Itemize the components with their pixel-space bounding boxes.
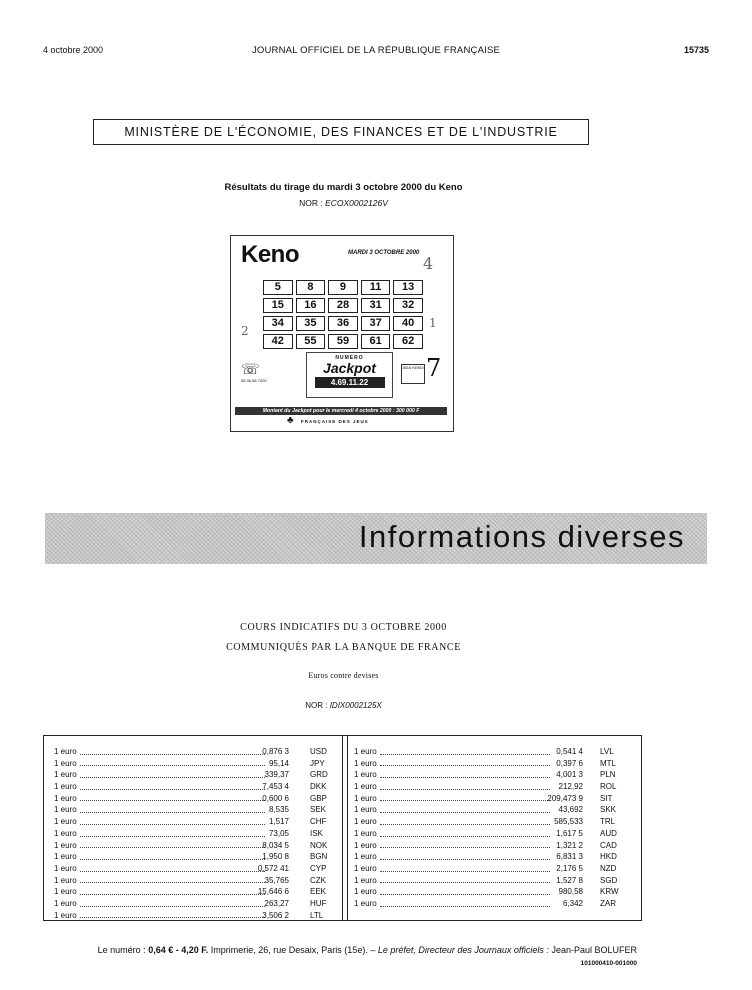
keno-grid-row: [263, 334, 423, 349]
rate-base: 1 euro: [54, 747, 77, 756]
rate-leader: [80, 917, 265, 918]
rate-base: 1 euro: [54, 840, 77, 850]
rate-row: [54, 863, 338, 875]
rate-currency: BGN: [310, 852, 328, 862]
jackpot-number: 4.69.11.22: [315, 377, 385, 388]
rate-row: [54, 793, 338, 805]
section-title: Informations diverses: [358, 519, 685, 554]
jackpot-label-top: NUMERO: [335, 355, 364, 361]
rate-leader: [80, 765, 265, 766]
rate-row: [354, 769, 629, 781]
rate-value: 0,572 41: [257, 863, 289, 873]
rate-value: 1,527 8: [556, 875, 583, 885]
rate-currency: DKK: [310, 782, 327, 792]
rate-base: 1 euro: [54, 758, 77, 768]
clover-icon: ♣: [287, 415, 294, 426]
rate-leader: [80, 836, 265, 837]
footer: Le numéro : 0,64 € - 4,20 F. Imprimerie, 26, rue Desaix, Paris (15e). – Le préfet, Directeur des Journaux officiels : Jean-Paul BOLUFER: [97, 945, 637, 955]
rate-currency: LTL: [310, 910, 324, 920]
rates-column-right: [354, 746, 629, 910]
rate-row: [354, 863, 629, 875]
rate-leader: [380, 789, 550, 790]
rate-base: 1 euro: [354, 875, 377, 885]
footer-director-name: Jean-Paul BOLUFER: [551, 945, 637, 955]
rate-base: 1 euro: [354, 852, 377, 862]
rate-value: 263,27: [264, 898, 289, 908]
rate-base: 1 euro: [54, 875, 77, 885]
keno-number-cell: 5: [263, 280, 293, 295]
rate-base: 1 euro: [54, 817, 77, 827]
rate-currency: AUD: [600, 828, 617, 838]
rate-value: 339,37: [264, 770, 289, 780]
rate-leader: [380, 754, 550, 755]
rate-currency: TRL: [600, 817, 616, 827]
rate-row: [354, 793, 629, 805]
rate-leader: [380, 847, 550, 848]
rate-value: 0,397 6: [556, 758, 583, 768]
phone-block: [241, 360, 267, 383]
keno-nor: [0, 198, 687, 208]
rate-base: 1 euro: [54, 805, 77, 815]
keno-number-cell: 42: [263, 334, 293, 349]
rate-value: 2,176 5: [556, 863, 583, 873]
rate-value: 209,473 9: [547, 793, 583, 803]
rate-row: [354, 804, 629, 816]
rate-row: [54, 840, 338, 852]
rate-value: 3,506 2: [262, 910, 289, 920]
rate-value: 8,034 5: [262, 840, 289, 850]
rate-value: 0,541 4: [556, 747, 583, 756]
rate-row: [54, 875, 338, 887]
rate-base: 1 euro: [354, 817, 377, 827]
rate-currency: JPY: [310, 758, 325, 768]
rate-value: 6,831 3: [556, 852, 583, 862]
rate-base: 1 euro: [54, 828, 77, 838]
rate-row: [54, 816, 338, 828]
rate-row: [354, 828, 629, 840]
rate-leader: [380, 765, 550, 766]
footer-label: Le numéro :: [97, 945, 146, 955]
keno-number-cell: 35: [296, 316, 326, 331]
telephone-icon: ☏: [241, 361, 260, 378]
keno-number-cell: 37: [361, 316, 391, 331]
journal-title: JOURNAL OFFICIEL DE LA RÉPUBLIQUE FRANÇAISE: [251, 45, 501, 56]
keno-number-cell: 31: [361, 298, 391, 313]
rate-base: 1 euro: [354, 758, 377, 768]
rate-value: 1,950 8: [262, 852, 289, 862]
rate-leader: [380, 824, 550, 825]
rate-currency: MTL: [600, 758, 616, 768]
keno-number-cell: 32: [393, 298, 423, 313]
rate-row: [54, 781, 338, 793]
rate-currency: PLN: [600, 770, 616, 780]
keno-number-cell: 55: [296, 334, 326, 349]
cours-nor-code: IDIX0002125X: [329, 701, 382, 710]
rate-base: 1 euro: [54, 898, 77, 908]
rate-currency: CYP: [310, 863, 327, 873]
rate-base: 1 euro: [54, 782, 77, 792]
rate-leader: [80, 859, 265, 860]
keno-grid-row: [263, 298, 423, 313]
rate-currency: EEK: [310, 887, 327, 897]
rate-value: 8,535: [268, 805, 289, 815]
cours-subheading: Euros contre devises: [308, 671, 379, 680]
rate-row: [54, 851, 338, 863]
jackpot-label: Jackpot: [323, 360, 376, 376]
rate-leader: [80, 906, 265, 907]
rate-currency: NOK: [310, 840, 328, 850]
rate-row: [54, 769, 338, 781]
keno-number-cell: 36: [328, 316, 358, 331]
section-band: [45, 513, 707, 564]
rate-row: [354, 840, 629, 852]
rate-leader: [380, 882, 550, 883]
rate-base: 1 euro: [354, 887, 377, 897]
rate-currency: SIT: [600, 793, 613, 803]
rate-leader: [380, 800, 550, 801]
rate-base: 1 euro: [354, 840, 377, 850]
rate-leader: [80, 894, 265, 895]
rate-leader: [80, 812, 265, 813]
rate-currency: USD: [310, 747, 327, 756]
rate-leader: [380, 836, 550, 837]
rate-row: [54, 898, 338, 910]
keno-number-cell: 9: [328, 280, 358, 295]
rate-currency: NZD: [600, 863, 617, 873]
rate-row: [354, 875, 629, 887]
ministry-heading: MINISTÈRE DE L'ÉCONOMIE, DES FINANCES ET DE L'INDUSTRIE: [93, 119, 589, 145]
footer-printer: Imprimerie, 26, rue Desaix, Paris (15e).: [210, 945, 368, 955]
keno-logo: Keno: [241, 241, 299, 268]
rate-currency: ISK: [310, 828, 323, 838]
rate-base: 1 euro: [354, 770, 377, 780]
rate-leader: [380, 906, 550, 907]
rate-value: 6,342: [562, 898, 583, 908]
rate-value: 585,533: [554, 817, 583, 827]
rate-leader: [380, 859, 550, 860]
rate-row: [54, 828, 338, 840]
keno-number-cell: 15: [263, 298, 293, 313]
rate-value: 980,58: [558, 887, 583, 897]
rate-value: 1,617 5: [556, 828, 583, 838]
rate-row: [354, 816, 629, 828]
rate-leader: [80, 754, 265, 755]
keno-grid-row: [263, 280, 423, 295]
keno-number-cell: 28: [328, 298, 358, 313]
scribble-icon: 2: [241, 324, 249, 338]
rate-leader: [380, 871, 550, 872]
rate-leader: [80, 871, 265, 872]
minitel-icon: 3615 KENO: [401, 364, 425, 384]
operator-name: FRANÇAISE DES JEUX: [301, 419, 369, 424]
exchange-rates-table: [43, 735, 642, 921]
jackpot-box: [306, 352, 393, 398]
rate-currency: CHF: [310, 817, 327, 827]
rate-leader: [380, 894, 550, 895]
jackpot-banner: Montant du Jackpot pour le mercredi 4 octobre 2000 : 300 000 F: [235, 407, 447, 415]
keno-number-cell: 59: [328, 334, 358, 349]
column-divider: [342, 736, 348, 920]
rate-currency: ZAR: [600, 898, 616, 908]
rate-currency: GRD: [310, 770, 328, 780]
rate-leader: [80, 789, 265, 790]
rate-base: 1 euro: [354, 805, 377, 815]
rate-base: 1 euro: [354, 898, 377, 908]
phone-number: 08 36 68 7000: [241, 378, 267, 383]
rate-value: 1,517: [268, 817, 289, 827]
rate-currency: ROL: [600, 782, 617, 792]
rate-base: 1 euro: [54, 770, 77, 780]
footer-code: 101000410-001000: [580, 960, 637, 967]
rate-value: 4,001 3: [556, 770, 583, 780]
page-number: 15735: [683, 45, 709, 55]
rate-leader: [80, 847, 265, 848]
rate-value: 0,876 3: [262, 747, 289, 756]
rate-row: [54, 886, 338, 898]
cours-heading-1: COURS INDICATIFS DU 3 OCTOBRE 2000: [240, 622, 447, 633]
rate-row: [354, 746, 629, 758]
rate-currency: HKD: [600, 852, 617, 862]
rate-leader: [380, 777, 550, 778]
rate-currency: LVL: [600, 747, 614, 756]
keno-number-cell: 61: [361, 334, 391, 349]
rate-leader: [80, 882, 265, 883]
rate-row: [354, 886, 629, 898]
rate-value: 73,05: [268, 828, 289, 838]
keno-number-cell: 40: [393, 316, 423, 331]
rate-currency: SEK: [310, 805, 327, 815]
keno-number-cell: 62: [393, 334, 423, 349]
rate-currency: CAD: [600, 840, 617, 850]
rate-value: 15,646 6: [257, 887, 289, 897]
keno-number-cell: 16: [296, 298, 326, 313]
rate-currency: SKK: [600, 805, 617, 815]
header-date: 4 octobre 2000: [43, 45, 104, 55]
rate-row: [54, 804, 338, 816]
keno-ticket-image: [230, 235, 454, 432]
keno-nor-label: NOR :: [299, 198, 323, 208]
scribble-icon: 4: [423, 254, 434, 273]
rate-row: [354, 898, 629, 910]
rate-value: 0,600 6: [262, 793, 289, 803]
rate-base: 1 euro: [354, 828, 377, 838]
rates-column-left: [54, 746, 338, 921]
cours-nor: [0, 701, 687, 710]
rate-value: 212,92: [558, 782, 583, 792]
keno-number-cell: 13: [393, 280, 423, 295]
rate-row: [354, 851, 629, 863]
rate-leader: [80, 800, 265, 801]
keno-number-grid: [263, 280, 423, 352]
rate-base: 1 euro: [354, 782, 377, 792]
rate-row: [54, 910, 338, 922]
rate-base: 1 euro: [54, 793, 77, 803]
rate-base: 1 euro: [354, 793, 377, 803]
rate-base: 1 euro: [54, 863, 77, 873]
ticket-date: MARDI 3 OCTOBRE 2000: [348, 250, 420, 256]
rate-currency: GBP: [310, 793, 327, 803]
rate-row: [354, 781, 629, 793]
rate-leader: [380, 812, 550, 813]
rate-leader: [80, 777, 265, 778]
rate-value: 1,321 2: [556, 840, 583, 850]
scribble-icon: 1: [429, 316, 437, 330]
keno-grid-row: [263, 316, 423, 331]
rate-base: 1 euro: [54, 852, 77, 862]
rate-currency: SGD: [600, 875, 618, 885]
cours-nor-label: NOR :: [305, 701, 328, 710]
rate-row: [354, 758, 629, 770]
rate-row: [54, 746, 338, 758]
rate-value: 43,692: [558, 805, 583, 815]
rate-leader: [80, 824, 265, 825]
keno-nor-code: ECOX0002126V: [325, 198, 388, 208]
rate-currency: CZK: [310, 875, 326, 885]
footer-director-role: Le préfet, Directeur des Journaux officiels :: [377, 945, 549, 955]
rate-currency: HUF: [310, 898, 327, 908]
footer-price: 0,64 € - 4,20 F.: [148, 945, 209, 955]
keno-number-cell: 8: [296, 280, 326, 295]
rate-row: [54, 758, 338, 770]
rate-value: 7,453 4: [262, 782, 289, 792]
rate-base: 1 euro: [354, 863, 377, 873]
rate-value: 95,14: [268, 758, 289, 768]
keno-number-cell: 34: [263, 316, 293, 331]
keno-results-title: Résultats du tirage du mardi 3 octobre 2000 du Keno: [224, 182, 463, 193]
cours-heading-2: COMMUNIQUÉS PAR LA BANQUE DE FRANCE: [226, 642, 461, 653]
rate-base: 1 euro: [54, 910, 77, 920]
scribble-seven-icon: 7: [426, 354, 442, 382]
rate-value: 35,765: [264, 875, 289, 885]
rate-base: 1 euro: [354, 747, 377, 756]
rate-base: 1 euro: [54, 887, 77, 897]
rate-currency: KRW: [600, 887, 619, 897]
keno-number-cell: 11: [361, 280, 391, 295]
